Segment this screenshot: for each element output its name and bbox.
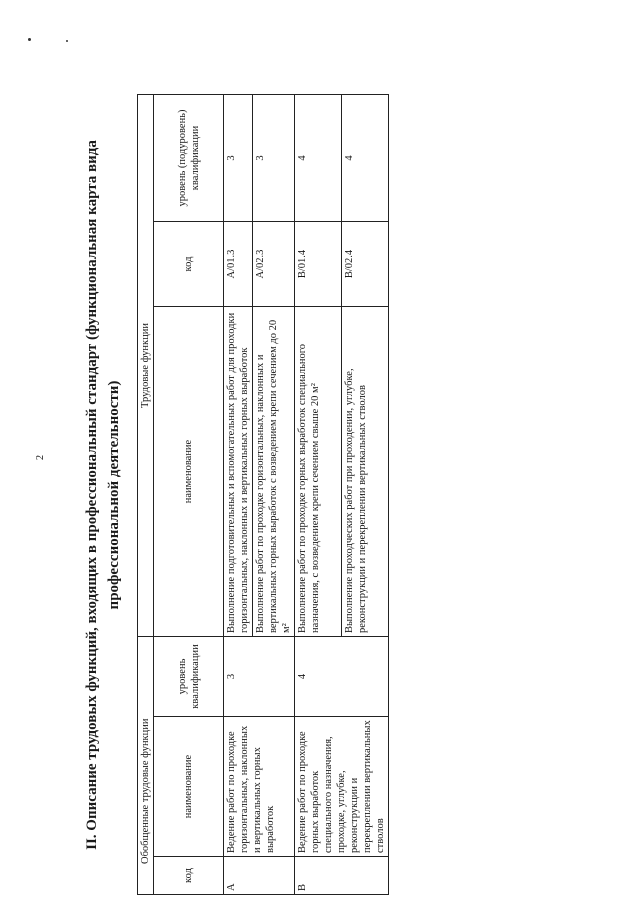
header-group-row	[138, 94, 154, 894]
header-column-row	[154, 94, 224, 894]
function-code-cell: А/02.3	[253, 222, 295, 307]
general-code-cell: А	[224, 857, 295, 895]
function-level-cell: 3	[224, 94, 253, 221]
col-code-header: код	[154, 857, 224, 895]
scan-speck	[66, 40, 68, 42]
page-number: 2	[35, 455, 46, 460]
function-level-cell: 3	[253, 94, 295, 221]
col-function-level-header: уровень (подуровень) квалификации	[154, 94, 224, 221]
group-general-header: Обобщенные трудовые функции	[138, 637, 154, 895]
general-name-cell: Ведение работ по проходке горизонтальных, наклонных и вертикальных горных выработок	[224, 717, 295, 857]
section-heading-continuation: профессиональной деятельности)	[106, 380, 122, 610]
col-level-header: уровень квалификации	[154, 637, 224, 717]
section-heading: II. Описание трудовых функций, входящих в профессиональный стандарт (функциональная карта вида	[84, 140, 100, 850]
function-name-cell: Выполнение работ по проходке горизонтальных, наклонных и вертикальных горных выработок с возведением крепи сечением до 20 м²	[253, 307, 295, 637]
function-name-cell: Выполнение проходческих работ при проходении, углубке, реконструкции и перекреплении вертикальных стволов	[342, 307, 389, 637]
group-labor-header: Трудовые функции	[138, 94, 154, 636]
function-code-cell: В/02.4	[342, 222, 389, 307]
function-name-cell: Выполнение подготовительных и вспомогательных работ для проходки горизонтальных, наклонных и вертикальных горных выработок	[224, 307, 253, 637]
functional-map-table	[137, 94, 389, 895]
col-function-code-header: код	[154, 222, 224, 307]
col-function-name-header: наименование	[154, 307, 224, 637]
general-level-cell: 3	[224, 637, 295, 717]
general-level-cell: 4	[295, 637, 389, 717]
general-name-cell: Ведение работ по проходке горных выработок специального назначения, проходке, углубке, реконструкции и перекреплении вертикальных стволов	[295, 717, 389, 857]
scan-speck	[28, 38, 31, 41]
col-name-header: наименование	[154, 717, 224, 857]
table-row	[224, 94, 253, 894]
function-name-cell: Выполнение работ по проходке горных выработок специального назначения, с возведением крепи сечением свыше 20 м²	[295, 307, 342, 637]
function-code-cell: В/01.4	[295, 222, 342, 307]
table-row	[295, 94, 342, 894]
rotated-page-content	[75, 85, 545, 905]
function-level-cell: 4	[342, 94, 389, 221]
function-code-cell: А/01.3	[224, 222, 253, 307]
function-level-cell: 4	[295, 94, 342, 221]
general-code-cell: В	[295, 857, 389, 895]
